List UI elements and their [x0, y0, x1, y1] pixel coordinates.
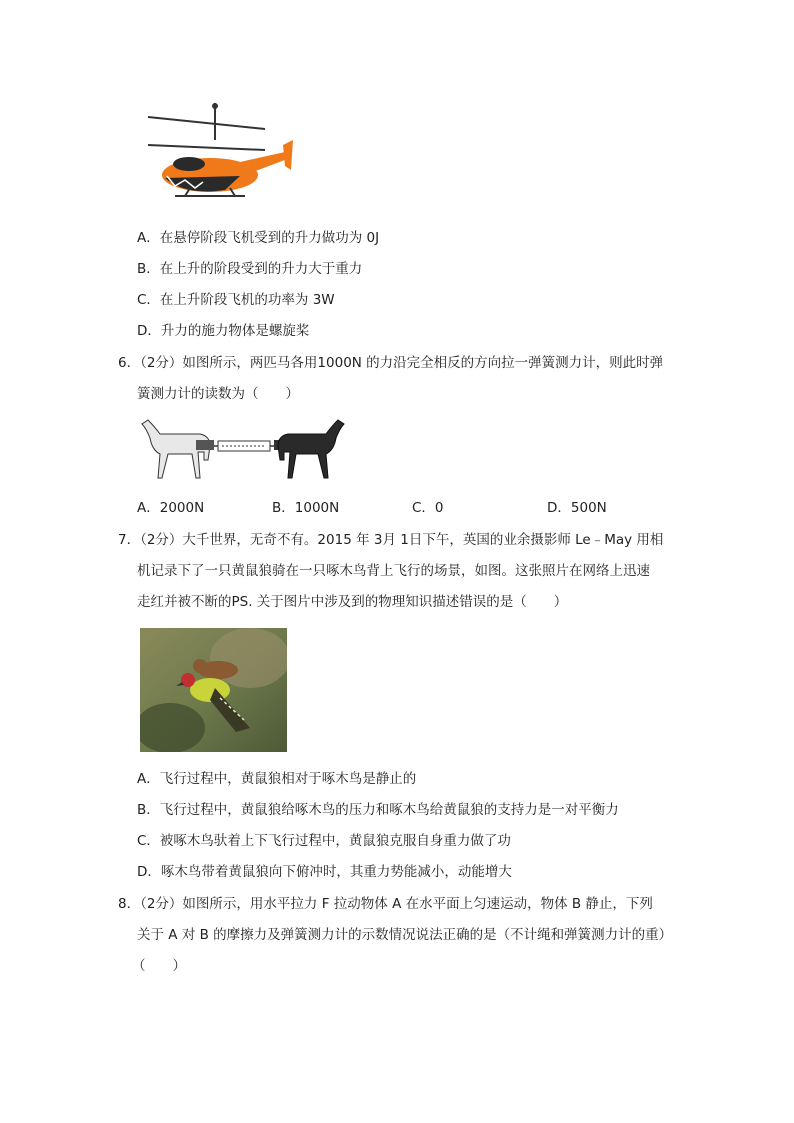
- q8-stem-line1: 8．（2分）如图所示，用水平拉力 F 拉动物体 A 在水平面上匀速运动，物体 B 静止，下列: [118, 896, 653, 912]
- woodpecker-weasel-photo: [140, 628, 287, 752]
- q6-option-c[interactable]: C．0: [412, 500, 444, 516]
- q7-option-a[interactable]: A．飞行过程中，黄鼠狼相对于啄木鸟是静止的: [137, 771, 417, 787]
- horses-spring-scale-figure: [138, 416, 348, 484]
- q5-option-a[interactable]: A．在悬停阶段飞机受到的升力做功为 0J: [137, 230, 380, 246]
- q8-stem-line2: 关于 A 对 B 的摩擦力及弹簧测力计的示数情况说法正确的是（不计绳和弹簧测力计的重）: [137, 927, 673, 943]
- q7-stem-line3: 走红并被不断的PS. 关于图片中涉及到的物理知识描述错误的是（ ）: [137, 594, 568, 610]
- q5-option-c[interactable]: C．在上升阶段飞机的功率为 3W: [137, 292, 335, 308]
- q5-option-b[interactable]: B．在上升的阶段受到的升力大于重力: [137, 261, 363, 277]
- q8-stem-line3: （ ）: [132, 958, 186, 974]
- q5-option-d[interactable]: D．升力的施力物体是螺旋桨: [137, 323, 310, 339]
- helicopter-figure: [145, 100, 295, 208]
- q7-option-b[interactable]: B．飞行过程中，黄鼠狼给啄木鸟的压力和啄木鸟给黄鼠狼的支持力是一对平衡力: [137, 802, 619, 818]
- q7-option-d[interactable]: D．啄木鸟带着黄鼠狼向下俯冲时，其重力势能减小，动能增大: [137, 864, 512, 880]
- q6-stem-line2: 簧测力计的读数为（ ）: [137, 386, 299, 402]
- q7-stem-line1: 7．（2分）大千世界，无奇不有。2015 年 3月 1日下午，英国的业余摄影师 Le﹣May 用相: [118, 532, 664, 548]
- q6-option-d[interactable]: D．500N: [547, 500, 607, 516]
- q6-option-b[interactable]: B．1000N: [272, 500, 340, 516]
- q7-stem-line2: 机记录下了一只黄鼠狼骑在一只啄木鸟背上飞行的场景，如图。这张照片在网络上迅速: [137, 563, 650, 579]
- q6-option-a[interactable]: A．2000N: [137, 500, 205, 516]
- q7-option-c[interactable]: C．被啄木鸟驮着上下飞行过程中，黄鼠狼克服自身重力做了功: [137, 833, 511, 849]
- q6-stem-line1: 6．（2分）如图所示，两匹马各用1000N 的力沿完全相反的方向拉一弹簧测力计，则此时弹: [118, 355, 664, 371]
